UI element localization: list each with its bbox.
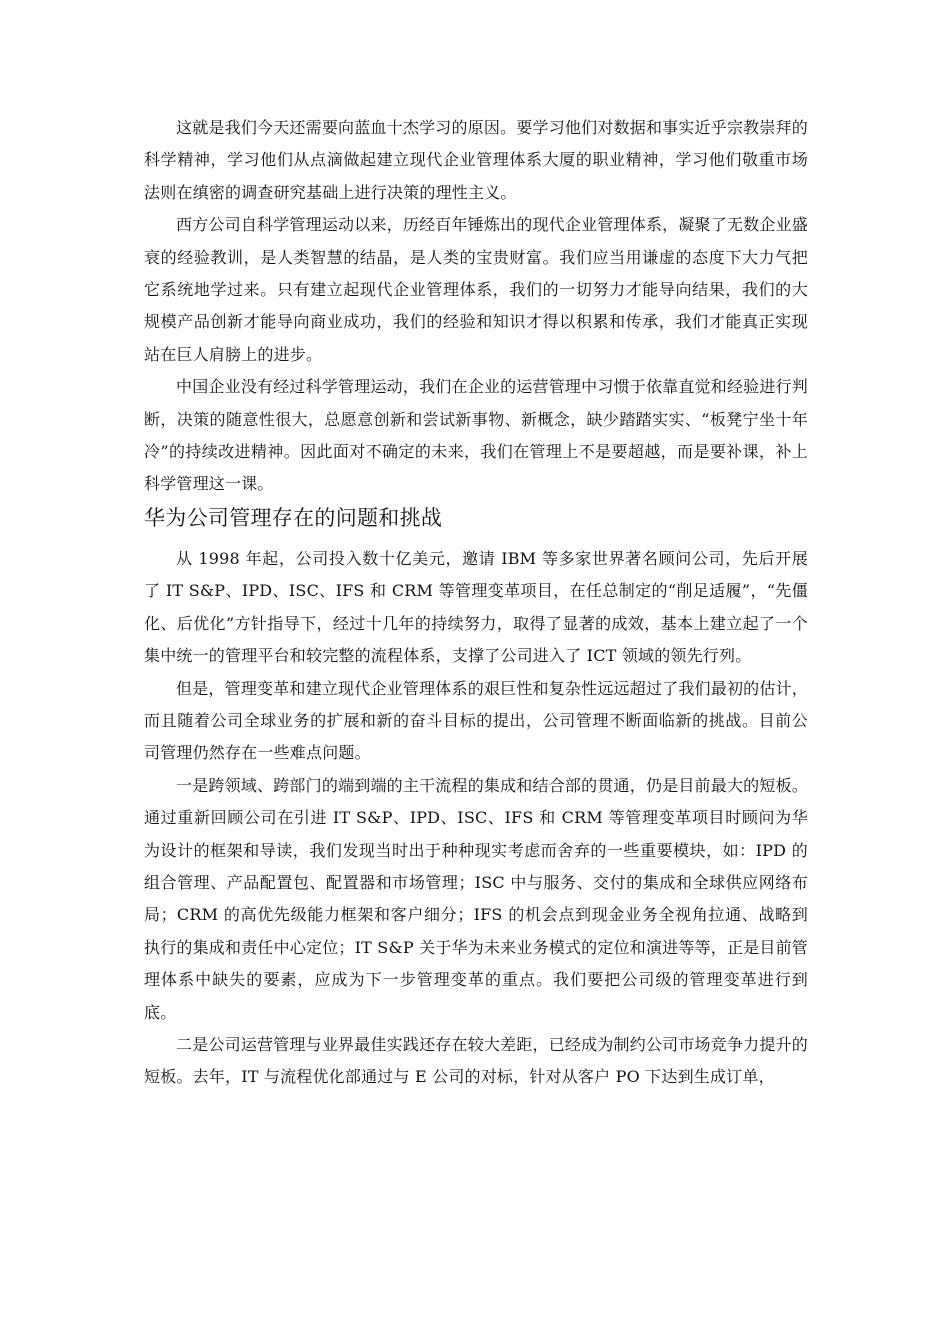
paragraph-problem-one: 一是跨领域、跨部门的端到端的主干流程的集成和结合部的贯通，仍是目前最大的短板。通过重新回顾公司在引进 IT S&P、IPD、ISC、IFS 和 CRM 等管理变革项目时顾问为华为设计的框架和导读，我们发现当时出于种种现实考虑而舍弃的一些重要模块，如：IPD 的组合管理、产品配置包、配置器和市场管理；ISC 中与服务、交付的集成和全球供应网络布局；CRM 的高优先级能力框架和客户细分；IFS 的机会点到现金业务全视角拉通、战略到执行的集成和责任中心定位；IT S&P 关于华为未来业务模式的定位和演进等等，正是目前管理体系中缺失的要素，应成为下一步管理变革的重点。我们要把公司级的管理变革进行到底。: [144, 775, 808, 1022]
section-heading: 华为公司管理存在的问题和挑战: [144, 505, 443, 530]
paragraph-since-1998: 从 1998 年起，公司投入数十亿美元，邀请 IBM 等多家世界著名顾问公司，先后开展了 IT S&P、IPD、ISC、IFS 和 CRM 等管理变革项目，在任总制定的“削足适履”，“先僵化、后优化”方针指导下，经过十几年的持续努力，取得了显著的成效，基本上建立起了一个集中统一的管理平台和较完整的流程体系，支撑了公司进入了 ICT 领域的领先行列。: [144, 548, 808, 666]
paragraph-blue-blood-learning: 这就是我们今天还需要向蓝血十杰学习的原因。要学习他们对数据和事实近乎宗教崇拜的科学精神，学习他们从点滴做起建立现代企业管理体系大厦的职业精神，学习他们敬重市场法则在缜密的调查研究基础上进行决策的理性主义。: [144, 118, 808, 202]
paragraph-however: 但是，管理变革和建立现代企业管理体系的艰巨性和复杂性远远超过了我们最初的估计，而且随着公司全球业务的扩展和新的奋斗目标的提出，公司管理不断面临新的挑战。目前公司管理仍然存在一些难点问题。: [144, 678, 808, 763]
paragraph-problem-two: 二是公司运营管理与业界最佳实践还存在较大差距，已经成为制约公司市场竞争力提升的短板。去年，IT 与流程优化部通过与 E 公司的对标，针对从客户 PO 下达到生成订单，: [144, 1034, 808, 1087]
paragraph-western-management: 西方公司自科学管理运动以来，历经百年锤炼出的现代企业管理体系，凝聚了无数企业盛衰的经验教训，是人类智慧的结晶，是人类的宝贵财富。我们应当用谦虚的态度下大力气把它系统地学过来。只有建立起现代企业管理体系，我们的一切努力才能导向结果，我们的大规模产品创新才能导向商业成功，我们的经验和知识才得以积累和传承，我们才能真正实现站在巨人肩膀上的进步。: [144, 215, 808, 364]
document-page: [144, 112, 808, 1094]
paragraph-chinese-enterprises: 中国企业没有经过科学管理运动，我们在企业的运营管理中习惯于依靠直觉和经验进行判断，决策的随意性很大，总愿意创新和尝试新事物、新概念，缺少踏踏实实、“板凳宁坐十年冷”的持续改进精神。因此面对不确定的未来，我们在管理上不是要超越，而是要补课，补上科学管理这一课。: [144, 377, 808, 494]
